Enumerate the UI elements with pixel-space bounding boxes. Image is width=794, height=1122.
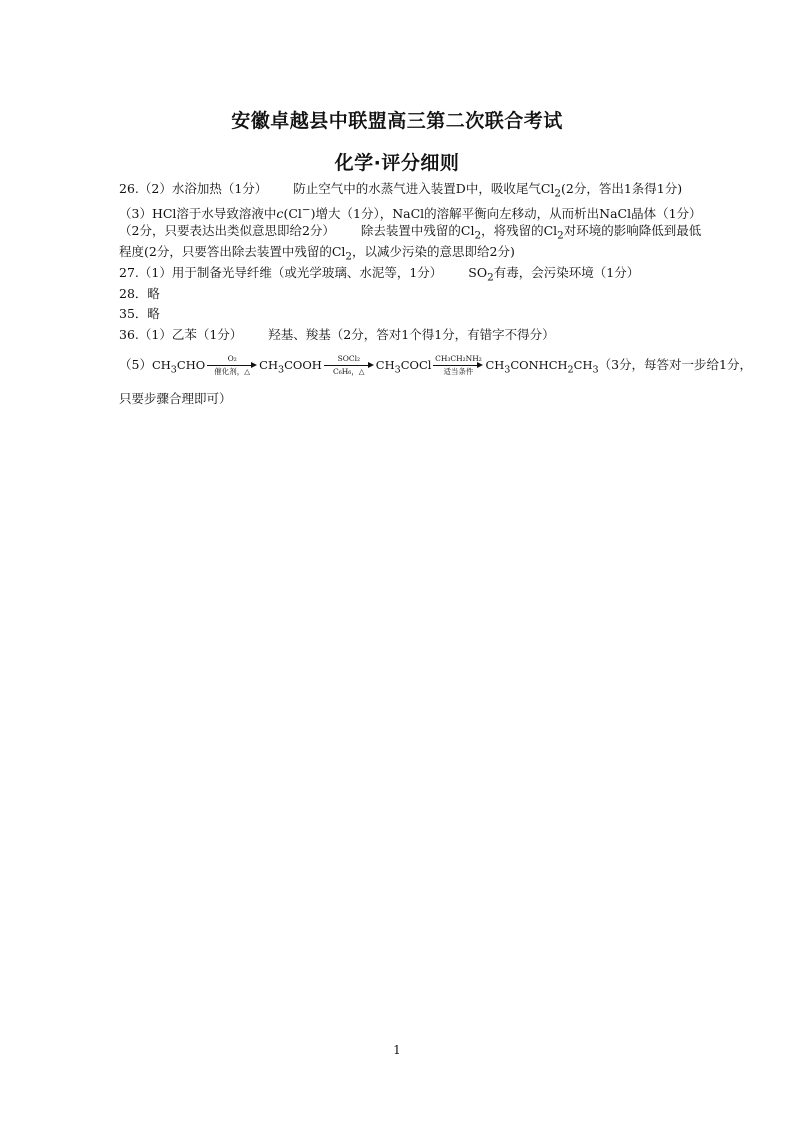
subscript: 3 — [277, 364, 285, 376]
q35-line: 35．略 — [119, 306, 160, 321]
reaction-arrow-1 — [207, 353, 257, 376]
q26-answer-2b: 防止空气中的水蒸气进入装置D中，吸收尾气Cl — [293, 181, 555, 196]
product-acetyl-chloride — [375, 358, 432, 376]
text: CH — [573, 358, 593, 372]
reaction-condition: 适当条件 — [443, 366, 474, 376]
arrow-line — [207, 365, 253, 366]
subscript: 3 — [170, 364, 177, 376]
reaction-condition: CH₃CH₂NH₂ — [435, 353, 482, 363]
page-number: 1 — [393, 1043, 401, 1057]
product-acetic-acid — [259, 358, 322, 376]
text: CHO — [176, 358, 206, 372]
q28-line: 28．略 — [119, 286, 160, 301]
page-subtitle: 化学·评分细则 — [334, 152, 460, 174]
q26-score-note: (2分，答出1条得1分) — [561, 181, 683, 196]
q27-line — [119, 265, 639, 286]
q26-line-2 — [119, 202, 702, 222]
superscript: − — [301, 204, 311, 216]
q26-answer-3: （3）HCl溶于水导致溶液中 — [119, 206, 277, 222]
text: 有毒，会污染环境（1分） — [493, 265, 640, 280]
reaction-arrow-2 — [324, 353, 374, 376]
text: SO — [468, 265, 488, 280]
q36-line-3: 只要步骤合理即可） — [119, 391, 232, 406]
reaction-condition: SOCl₂ — [337, 353, 360, 363]
text: （3分，每答对一步给1分， — [598, 357, 752, 372]
subscript: 3 — [592, 364, 599, 376]
subscript: 2 — [554, 187, 562, 200]
subscript: 2 — [567, 364, 574, 376]
subscript: 2 — [487, 271, 494, 284]
concentration-symbol: c — [276, 206, 284, 222]
subscript: 2 — [345, 250, 353, 263]
q36-reaction-line — [119, 353, 752, 378]
q26-line-3 — [119, 223, 701, 244]
text: )增大（1分），NaCl的溶解平衡向左移动，从而析出NaCl晶体（1分） — [310, 206, 702, 222]
reaction-arrow-3 — [433, 353, 483, 376]
reaction-condition: 催化剂，△ — [214, 366, 251, 376]
text: COOH — [284, 358, 322, 372]
reaction-condition: O₂ — [227, 353, 237, 363]
q26-answer-2: 26.（2）水浴加热（1分） — [119, 181, 268, 196]
subscript: 2 — [557, 229, 564, 242]
reactant-acetaldehyde — [151, 358, 206, 376]
text: 27.（1）用于制备光导纤维（或光学玻璃、水泥等，1分） — [119, 265, 443, 280]
text: CH — [151, 358, 171, 372]
q26-line-1 — [119, 181, 682, 202]
q26-line-4 — [119, 244, 515, 265]
text: COCl — [400, 358, 432, 372]
text: ，将残留的Cl — [481, 223, 558, 238]
text: 程度(2分，只要答出除去装置中残留的Cl — [119, 244, 346, 259]
text: （2分，只要表达出类似意思即给2分） — [119, 223, 335, 238]
text: CH — [259, 358, 278, 372]
text: （5） — [119, 357, 152, 372]
text: 36.（1）乙苯（1分） — [119, 327, 243, 342]
product-amide — [485, 358, 599, 376]
subscript: 3 — [504, 364, 511, 376]
arrow-line — [433, 365, 479, 366]
subscript: 2 — [474, 229, 482, 242]
page-title: 安徽卓越县中联盟高三第二次联合考试 — [231, 110, 563, 132]
text: ，以减少污染的意思即给2分) — [352, 244, 515, 259]
subscript: 3 — [394, 364, 401, 376]
arrow-line — [324, 365, 370, 366]
text: 对环境的影响降低到最低 — [563, 223, 702, 238]
text: CH — [375, 358, 395, 372]
text: CONHCH — [510, 358, 568, 372]
q36-line-1 — [119, 327, 555, 343]
text: CH — [485, 358, 505, 372]
reaction-condition: C₆H₆，△ — [333, 366, 365, 376]
text: 羟基、羧基（2分，答对1个得1分，有错字不得分） — [268, 327, 555, 342]
text: (Cl — [283, 206, 302, 222]
text: 除去装置中残留的Cl — [360, 223, 475, 238]
